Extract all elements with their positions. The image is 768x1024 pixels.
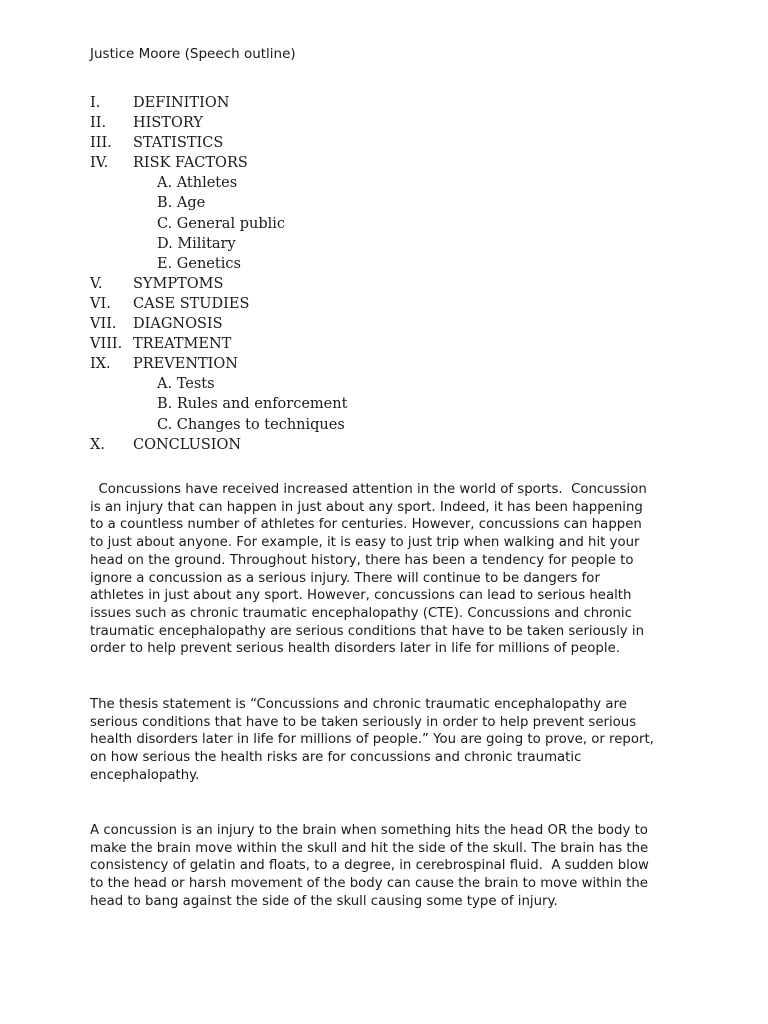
paragraph-line: athletes in just about any sport. However, concussions can lead to serious health bbox=[90, 588, 632, 604]
paragraph-thesis bbox=[90, 696, 690, 785]
outline-heading: SYMPTOMS bbox=[133, 275, 224, 292]
outline-subitem-row bbox=[90, 254, 490, 274]
paragraph-line: traumatic encephalopathy are serious conditions that have to be taken seriously in bbox=[90, 623, 645, 639]
outline-subitem-row bbox=[90, 374, 490, 394]
outline-heading: DIAGNOSIS bbox=[133, 316, 223, 333]
outline-item bbox=[90, 274, 490, 294]
outline-subitem: A. Athletes bbox=[157, 175, 238, 192]
outline-subitem: D. Military bbox=[157, 235, 236, 252]
paragraph-definition bbox=[90, 822, 690, 911]
outline-item bbox=[90, 93, 490, 113]
outline-subitem-row bbox=[90, 193, 490, 213]
paragraph-line: make the brain move within the skull and hit the side of the skull. The brain has the bbox=[90, 840, 649, 856]
paragraph-line: to just about anyone. For example, it is easy to just trip when walking and hit your bbox=[90, 535, 640, 551]
outline-subitem-row bbox=[90, 394, 490, 414]
outline-heading: PREVENTION bbox=[133, 356, 238, 373]
outline-heading: CASE STUDIES bbox=[133, 295, 250, 312]
outline-item bbox=[90, 294, 490, 314]
paragraph-line: head on the ground. Throughout history, there has been a tendency for people to bbox=[90, 552, 634, 568]
speech-outline bbox=[90, 93, 490, 455]
paragraph-line: ignore a concussion as a serious injury. There will continue to be dangers for bbox=[90, 570, 600, 586]
outline-subitem-row bbox=[90, 214, 490, 234]
outline-subitem-row bbox=[90, 173, 490, 193]
paragraph-line: head to bang against the side of the skull causing some type of injury. bbox=[90, 893, 558, 909]
outline-item bbox=[90, 435, 490, 455]
outline-numeral: VI. bbox=[90, 295, 111, 312]
paragraph-line: consistency of gelatin and floats, to a degree, in cerebrospinal fluid. A sudden blow bbox=[90, 858, 649, 874]
outline-subitem: C. General public bbox=[157, 215, 286, 232]
outline-subitem-row bbox=[90, 415, 490, 435]
paragraph-line: issues such as chronic traumatic encephalopathy (CTE). Concussions and chronic bbox=[90, 605, 632, 621]
paragraph-introduction bbox=[90, 481, 690, 658]
paragraph-line: serious conditions that have to be taken seriously in order to help prevent serious bbox=[90, 714, 637, 730]
paragraph-line: on how serious the health risks are for concussions and chronic traumatic bbox=[90, 750, 582, 766]
outline-subitem: A. Tests bbox=[157, 376, 215, 393]
outline-heading: DEFINITION bbox=[133, 95, 230, 111]
outline-item bbox=[90, 314, 490, 334]
outline-numeral: IV. bbox=[90, 155, 109, 172]
paragraph-line: to a countless number of athletes for centuries. However, concussions can happen bbox=[90, 517, 642, 533]
paragraph-line: encephalopathy. bbox=[90, 767, 200, 783]
paragraph-line: The thesis statement is “Concussions and chronic traumatic encephalopathy are bbox=[90, 697, 627, 712]
outline-numeral: II. bbox=[90, 115, 107, 132]
outline-numeral: VII. bbox=[90, 316, 117, 333]
outline-numeral: X. bbox=[90, 436, 105, 453]
outline-subitem-row bbox=[90, 234, 490, 254]
outline-heading: STATISTICS bbox=[133, 135, 224, 152]
paragraph-line: A concussion is an injury to the brain when something hits the head OR the body to bbox=[90, 823, 648, 838]
outline-numeral: IX. bbox=[90, 356, 111, 373]
outline-heading: HISTORY bbox=[133, 115, 203, 132]
outline-subitem: B. Rules and enforcement bbox=[157, 396, 348, 413]
outline-item bbox=[90, 153, 490, 173]
outline-numeral: V. bbox=[90, 275, 103, 292]
outline-heading: TREATMENT bbox=[133, 336, 232, 353]
paragraph-line: health disorders later in life for millions of people.” You are going to prove, or report, bbox=[90, 732, 654, 748]
paragraph-line: Concussions have received increased attention in the world of sports. Concussion bbox=[90, 482, 647, 497]
outline-item bbox=[90, 113, 490, 133]
outline-numeral: III. bbox=[90, 135, 112, 152]
outline-heading: RISK FACTORS bbox=[133, 155, 248, 172]
outline-numeral: VIII. bbox=[90, 336, 123, 353]
paragraph-line: to the head or harsh movement of the body can cause the brain to move within the bbox=[90, 876, 648, 892]
outline-item bbox=[90, 334, 490, 354]
outline-item bbox=[90, 354, 490, 374]
paragraph-line: order to help prevent serious health disorders later in life for millions of people. bbox=[90, 641, 620, 657]
outline-item bbox=[90, 133, 490, 153]
outline-numeral: I. bbox=[90, 95, 101, 111]
outline-heading: CONCLUSION bbox=[133, 436, 242, 453]
outline-subitem: C. Changes to techniques bbox=[157, 416, 345, 433]
outline-subitem: E. Genetics bbox=[157, 255, 241, 272]
paragraph-line: is an injury that can happen in just about any sport. Indeed, it has been happening bbox=[90, 499, 643, 515]
document-title: Justice Moore (Speech outline) bbox=[90, 46, 296, 62]
outline-subitem: B. Age bbox=[157, 195, 206, 212]
